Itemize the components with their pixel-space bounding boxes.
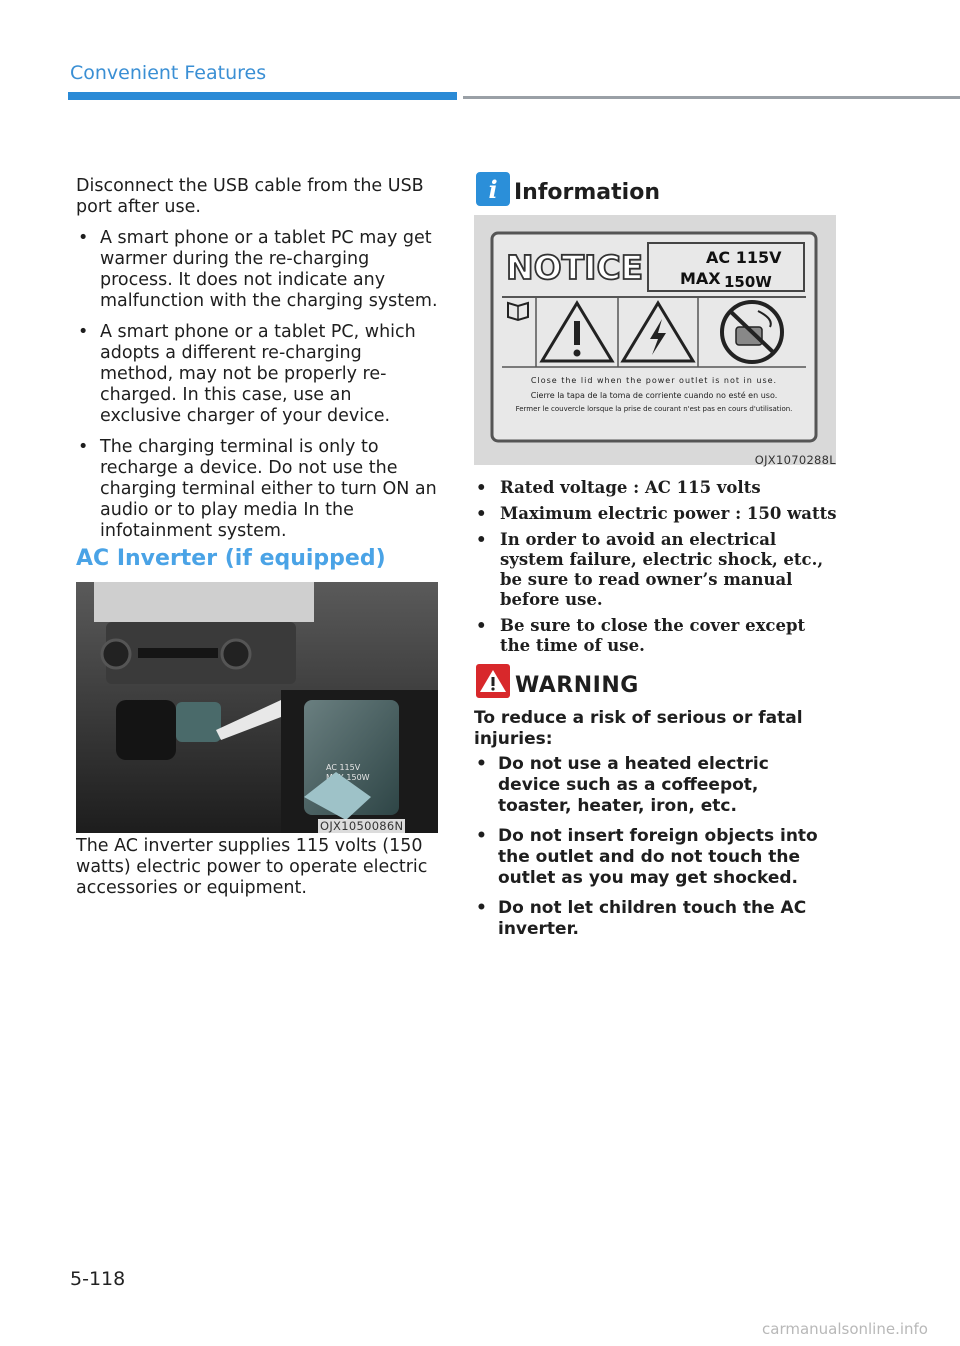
notice-rating-max: MAX [680,269,721,288]
notice-code: OJX1070288L [754,453,836,467]
usb-bullet-list [76,228,438,552]
usb-intro-text: Disconnect the USB cable from the USB port after use. [76,176,424,217]
notice-rating-watts: 150W [724,273,772,291]
notice-title: NOTICE [506,248,644,287]
notice-line-es: Cierre la tapa de la toma de corriente cuando no esté en uso. [530,391,778,400]
header-divider [463,96,960,99]
info-icon [476,172,510,206]
warning-icon [476,664,510,702]
list-item: • A smart phone or a tablet PC may get warmer during the re-charging process. It does not indicate any malfunction with the charging system. [78,228,438,311]
photo-code: OJX1050086N [320,819,404,833]
list-item: • Do not let children touch the AC inverter. [476,898,807,939]
ac-inverter-heading: AC Inverter (if equipped) [76,546,386,571]
ac-inverter-photo [76,582,438,833]
bullet-text: Maximum electric power : 150 watts [500,504,837,523]
notice-line-en: Close the lid when the power outlet is not in use. [530,376,778,385]
bullet-text: Do not use a heated electric device such as a coffeepot, toaster, heater, iron, etc. [498,754,769,816]
bullet-text: A smart phone or a tablet PC, which adopts a different re-charging method, may not be properly re-charged. In this case, use an exclusive charger of your device. [100,322,416,426]
list-item: • Do not use a heated electric device such as a coffeepot, toaster, heater, iron, etc. [476,754,769,816]
bullet-text: Be sure to close the cover except the time of use. [500,616,806,655]
page-number: 5-118 [70,1268,126,1290]
warning-heading: WARNING [515,673,639,698]
list-item: • Do not insert foreign objects into the outlet and do not touch the outlet as you may get shocked. [476,826,818,888]
ac-inverter-description: The AC inverter supplies 115 volts (150 watts) electric power to operate electric accessories or equipment. [76,836,428,898]
info-heading: Information [514,180,660,205]
section-title: Convenient Features [70,62,267,84]
info-icon-glyph: i [488,175,498,204]
notice-label-image [474,215,836,465]
list-item: • Be sure to close the cover except the time of use. [476,616,806,655]
bullet-text: The charging terminal is only to recharge a device. Do not use the charging terminal either to turn ON an audio or to play media In the infotainment system. [100,437,437,541]
notice-line-fr: Fermer le couvercle lorsque la prise de courant n'est pas en cours d'utilisation. [515,405,793,413]
bullet-text: Rated voltage : AC 115 volts [500,478,761,497]
warning-bullet-list [474,754,836,949]
warning-intro: To reduce a risk of serious or fatal injuries: [474,708,803,749]
bullet-text: A smart phone or a tablet PC may get warmer during the re-charging process. It does not indicate any malfunction with the charging system. [100,228,438,311]
bullet-text: Do not insert foreign objects into the outlet and do not touch the outlet as you may get shocked. [498,826,818,888]
bullet-text: In order to avoid an electrical system failure, electric shock, etc., be sure to read owner’s manual before use. [500,530,824,609]
notice-rating-ac: AC 115V [706,248,782,267]
list-item: • Maximum electric power : 150 watts [476,504,837,523]
watermark: carmanualsonline.info [762,1320,928,1338]
info-bullet-list [474,478,838,662]
list-item: • A smart phone or a tablet PC, which adopts a different re-charging method, may not be properly re-charged. In this case, use an exclusive charger of your device. [78,322,416,426]
list-item: • The charging terminal is only to recharge a device. Do not use the charging terminal either to turn ON an audio or to play media In the infotainment system. [78,437,437,541]
list-item: • Rated voltage : AC 115 volts [476,478,761,497]
list-item: • In order to avoid an electrical system failure, electric shock, etc., be sure to read owner’s manual before use. [476,530,824,609]
photo-label-line2: MAX 150W [326,773,370,782]
header-accent-bar [68,92,457,100]
photo-label-line1: AC 115V [326,763,361,772]
bullet-text: Do not let children touch the AC inverter. [498,898,807,939]
